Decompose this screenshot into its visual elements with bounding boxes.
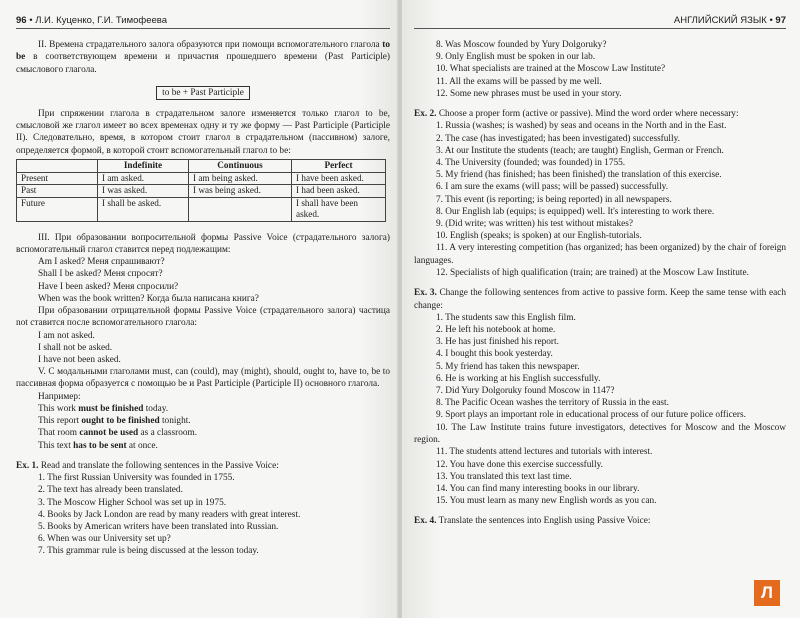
- list-item: 7. This event (is reporting; is being reported) in all newspapers.: [436, 194, 672, 205]
- list-item: 2. He left his notebook at home.: [436, 325, 556, 336]
- list-item: 12. Some new phrases must be used in your story.: [436, 88, 622, 99]
- ex3-heading: [414, 287, 786, 312]
- section-5-rest: (might), should, ought to, have to, be to пассивная форма образуется с помощью be и Past Participle (Participle II) основного глагола.: [16, 367, 391, 390]
- list-item: 6. He is working at his English successfully.: [436, 373, 601, 384]
- example-label: Например:: [38, 391, 81, 402]
- list-item: 11. All the exams will be passed by me well.: [436, 76, 602, 87]
- modal-example: That room cannot be used as a classroom.: [38, 428, 198, 439]
- list-item: 9. (Did write; was written) his test without mistakes?: [436, 218, 634, 229]
- ex2-heading: [414, 108, 786, 120]
- list-item: 1. The students saw this English film.: [436, 312, 576, 323]
- table-cell: Present: [17, 172, 98, 185]
- ex1-label: Ex. 1.: [16, 460, 39, 471]
- formula-box: to be + Past Participle: [156, 86, 250, 100]
- left-page: [0, 0, 398, 618]
- question-example: Am I asked? Меня спрашивают?: [38, 257, 165, 268]
- list-item: 6. I am sure the exams (will pass; will be passed) successfully.: [436, 182, 669, 193]
- table-cell: I am asked.: [98, 172, 189, 185]
- table-header: [17, 160, 98, 173]
- modal-example: This report ought to be finished tonight.: [38, 416, 191, 427]
- table-cell: Past: [17, 185, 98, 198]
- table-row: [17, 197, 386, 221]
- table-cell: I was asked.: [98, 185, 189, 198]
- list-item: 2. The case (has investigated; has been investigated) successfully.: [436, 133, 680, 144]
- list-item: 13. You translated this text last time.: [436, 471, 572, 482]
- table-cell: I had been asked.: [292, 185, 386, 198]
- list-item: 11. A very interesting competition (has organized; has been organized) by the chair of foreign languages.: [414, 243, 786, 266]
- negative-example: I shall not be asked.: [38, 342, 113, 353]
- right-page-number: 97: [775, 15, 786, 26]
- list-item: 12. You have done this exercise successfully.: [436, 459, 603, 470]
- list-item: 1. Russia (washes; is washed) by seas and oceans in the North and in the East.: [436, 121, 727, 132]
- table-row: [17, 172, 386, 185]
- header-bullet: •: [29, 15, 33, 26]
- table-cell: I have been asked.: [292, 172, 386, 185]
- ex2-label: Ex. 2.: [414, 109, 437, 120]
- list-item: 9. Only English must be spoken in our lab.: [436, 52, 596, 63]
- ex4-label: Ex. 4.: [414, 516, 437, 527]
- list-item: 4. Books by Jack London are read by many readers with great interest.: [38, 509, 301, 520]
- authors: Л.И. Куценко, Г.И. Тимофеева: [35, 15, 167, 26]
- list-item: 11. The students attend lectures and tutorials with interest.: [436, 447, 653, 458]
- list-item: 3. At our Institute the students (teach; are taught) English, German or French.: [436, 145, 724, 156]
- modal-example: This text has to be sent at once.: [38, 440, 158, 451]
- tense-table: [16, 159, 386, 222]
- list-item: 9. Sport plays an important role in educational process of our future police officers.: [436, 410, 746, 421]
- question-example: Shall I be asked? Меня спросят?: [38, 269, 163, 280]
- ex4-heading: [414, 515, 786, 527]
- section-2-paragraph: [16, 39, 390, 76]
- header-bullet: •: [769, 15, 773, 26]
- table-header-row: [17, 160, 386, 173]
- list-item: 2. The text has already been translated.: [38, 485, 183, 496]
- formula-box-wrap: [16, 82, 390, 100]
- negative-example: I am not asked.: [38, 330, 95, 341]
- list-item: 12. Specialists of high qualification (train; are trained) at the Moscow Law Institute.: [436, 267, 749, 278]
- list-item: 10. The Law Institute trains future investigators, detectives for Moscow and the Moscow region.: [414, 422, 786, 446]
- ex1-heading: [16, 460, 390, 472]
- list-item: 10. English (speaks; is spoken) at our English-tutorials.: [436, 231, 642, 242]
- list-item: 3. He has just finished his report.: [436, 337, 559, 348]
- table-cell: I am being asked.: [189, 172, 292, 185]
- section-3-paragraph: III. При образовании вопросительной формы Passive Voice (страдательного залога) вспомогательный глагол ставится перед подлежащим:: [16, 232, 390, 255]
- table-cell: I shall have been asked.: [292, 197, 386, 221]
- negative-intro: При образовании отрицательной формы Passive Voice (страдательного залога) частица not ставится после вспомогательного глагола:: [16, 305, 390, 329]
- book-title: АНГЛИЙСКИЙ ЯЗЫК: [673, 15, 767, 26]
- right-running-header: [414, 14, 786, 29]
- section-5-paragraph: [16, 366, 390, 391]
- list-item: 4. The University (founded; was founded) in 1755.: [436, 157, 626, 168]
- list-item: 15. You must learn as many new English words as you can.: [436, 496, 657, 507]
- right-page: [402, 0, 800, 618]
- list-item: 8. Was Moscow founded by Yury Dolgoruky?: [436, 40, 607, 50]
- ex2-instruction: Choose a proper form (active or passive). Mind the word order where necessary:: [438, 109, 739, 120]
- section-2-lead: II. Времена страдательного залога образуются при помощи вспомогательного глагола: [38, 40, 380, 50]
- question-example: Have I been asked? Меня спросили?: [38, 281, 179, 292]
- table-cell: I shall be asked.: [98, 197, 189, 221]
- list-item: 5. My friend has taken this newspaper.: [436, 361, 580, 372]
- left-page-number: 96: [16, 15, 27, 26]
- ex4-instruction: Translate the sentences into English using Passive Voice:: [438, 516, 651, 527]
- list-item: 3. The Moscow Higher School was set up in 1975.: [38, 497, 227, 508]
- list-item: 8. The Pacific Ocean washes the territory of Russia in the east.: [436, 398, 669, 409]
- ex1-instruction: Read and translate the following sentences in the Passive Voice:: [40, 460, 279, 471]
- list-item: 1. The first Russian University was founded in 1755.: [38, 473, 235, 484]
- list-item: 10. What specialists are trained at the Moscow Law Institute?: [436, 64, 666, 75]
- list-item: 14. You can find many interesting books in our library.: [436, 483, 640, 494]
- table-header: Indefinite: [98, 160, 189, 173]
- list-item: 8. Our English lab (equips; is equipped) well. It's interesting to work there.: [436, 206, 715, 217]
- publisher-logo-icon: Л: [754, 580, 780, 606]
- section-5-lead: V. С модальными глаголами: [38, 367, 150, 378]
- list-item: 5. Books by American writers have been translated into Russian.: [38, 521, 279, 532]
- list-item: 6. When was our University set up?: [38, 534, 171, 545]
- ex3-label: Ex. 3.: [414, 288, 437, 299]
- table-row: [17, 185, 386, 198]
- section-5-may: may: [222, 367, 239, 378]
- table-cell: I was being asked.: [189, 185, 292, 198]
- table-cell: [189, 197, 292, 221]
- modal-example: This work must be finished today.: [38, 403, 169, 414]
- list-item: 4. I bought this book yesterday.: [436, 349, 553, 360]
- section-2-rest: в соответствующем времени и причастия прошедшего времени (Past Participle) смысловогo глагола.: [16, 52, 391, 75]
- list-item: 7. This grammar rule is being discussed at the lesson today.: [38, 546, 259, 557]
- conjugation-paragraph: При спряжении глагола в страдательном залоге изменяется только глагол to be, смысловой же глагол имеет во всех временах одну и ту же форму — Past Participle (Participle II). Следовательно, время, в котором стоит глагол в страдательном (пассивном) залоге, определяется формой, в которой стоит вспомогательный глагол to be:: [16, 108, 390, 156]
- left-running-header: [16, 14, 390, 29]
- ex3-instruction: Change the following sentences from active to passive form. Keep the same tense with each change:: [414, 288, 786, 311]
- table-header: Perfect: [292, 160, 386, 173]
- to-be-bold: to be: [16, 40, 390, 63]
- list-item: 7. Did Yury Dolgoruky found Moscow in 1147?: [436, 386, 615, 397]
- table-header: Continuous: [189, 160, 292, 173]
- section-5-mid: (could),: [190, 367, 220, 378]
- list-item: 5. My friend (has finished; has been finished) the translation of this exercise.: [436, 170, 722, 181]
- negative-example: I have not been asked.: [38, 354, 121, 365]
- section-5-modals: must, can: [152, 367, 189, 378]
- table-cell: Future: [17, 197, 98, 221]
- question-example: When was the book written? Когда была написана книга?: [38, 293, 259, 304]
